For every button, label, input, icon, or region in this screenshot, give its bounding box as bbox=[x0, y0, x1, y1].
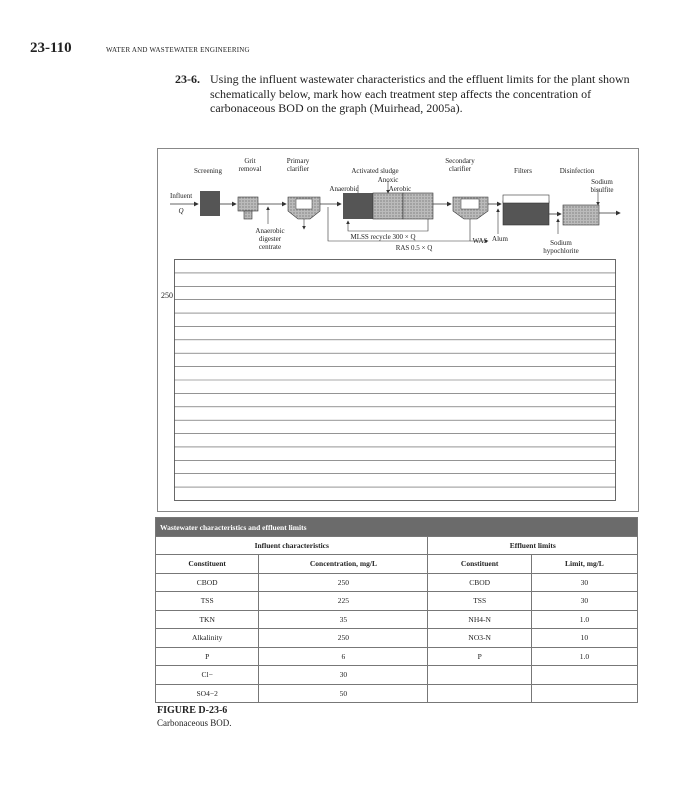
anoxic-tank bbox=[373, 193, 403, 219]
table-row: TKN 35 NH4-N 1.0 bbox=[156, 610, 638, 629]
label-influent-q: Q bbox=[178, 207, 184, 215]
page-number: 23-110 bbox=[30, 40, 72, 56]
column-header: Constituent bbox=[428, 555, 531, 574]
label-sodium-bisulfite: Sodium bisulfite bbox=[590, 178, 614, 194]
figure-label: FIGURE D-23-6 bbox=[157, 705, 228, 716]
label-ras: RAS 0.5 × Q bbox=[395, 244, 433, 252]
label-secondary-clarifier: Secondary clarifier bbox=[445, 157, 475, 173]
label-activated-sludge: Activated sludge bbox=[351, 167, 399, 175]
label-filters: Filters bbox=[514, 167, 532, 175]
anaerobic-tank bbox=[343, 193, 373, 219]
label-mlss-recycle: MLSS recycle 300 × Q bbox=[350, 233, 416, 241]
cbod-graph-grid bbox=[174, 259, 616, 501]
column-header: Concentration, mg/L bbox=[259, 555, 428, 574]
problem-number: 23-6. bbox=[175, 72, 200, 86]
table-title: Wastewater characteristics and effluent limits bbox=[156, 518, 638, 537]
label-primary-clarifier: Primary clarifier bbox=[286, 157, 310, 173]
label-anaerobic-digester: Anaerobic digester centrate bbox=[255, 227, 285, 251]
label-anaerobic: Anaerobic bbox=[329, 185, 359, 193]
aerobic-tank bbox=[403, 193, 433, 219]
column-header: Constituent bbox=[156, 555, 259, 574]
running-title: WATER AND WASTEWATER ENGINEERING bbox=[106, 46, 250, 54]
characteristics-table bbox=[155, 517, 638, 703]
label-anoxic: Anoxic bbox=[377, 176, 399, 184]
disinfection-unit bbox=[563, 205, 599, 225]
screening-unit bbox=[200, 191, 220, 216]
label-disinfection: Disinfection bbox=[559, 167, 595, 175]
filter-unit bbox=[503, 201, 549, 225]
figure-frame bbox=[157, 148, 639, 512]
column-header: Limit, mg/L bbox=[531, 555, 637, 574]
label-alum: Alum bbox=[492, 235, 508, 243]
label-screening: Screening bbox=[194, 167, 222, 175]
label-grit-removal: Grit removal bbox=[238, 157, 262, 173]
label-was: WAS bbox=[472, 237, 488, 245]
influent-header: Influent characteristics bbox=[156, 537, 428, 555]
problem-text: Using the influent wastewater characteristics and the effluent limits for the plant shown schematically below, mark how each treatment step affects the concentration of carbonaceous BOD on the graph (Muirhead, 2005a). bbox=[210, 72, 630, 115]
table-row: CBOD 250 CBOD 30 bbox=[156, 573, 638, 592]
figure-caption: Carbonaceous BOD. bbox=[157, 718, 232, 728]
table-row: Cl− 30 bbox=[156, 666, 638, 685]
label-sodium-hypochlorite: Sodium hypochlorite bbox=[543, 239, 579, 255]
table-row: P 6 P 1.0 bbox=[156, 647, 638, 666]
label-influent: Influent bbox=[170, 192, 193, 200]
table-row: TSS 225 TSS 30 bbox=[156, 592, 638, 611]
label-aerobic: Aerobic bbox=[388, 185, 412, 193]
table-row: SO4−2 50 bbox=[156, 684, 638, 703]
effluent-header: Effluent limits bbox=[428, 537, 638, 555]
grit-removal-unit bbox=[238, 197, 258, 211]
y-axis-tick-250: 250 bbox=[161, 291, 173, 300]
table-row: Alkalinity 250 NO3-N 10 bbox=[156, 629, 638, 648]
